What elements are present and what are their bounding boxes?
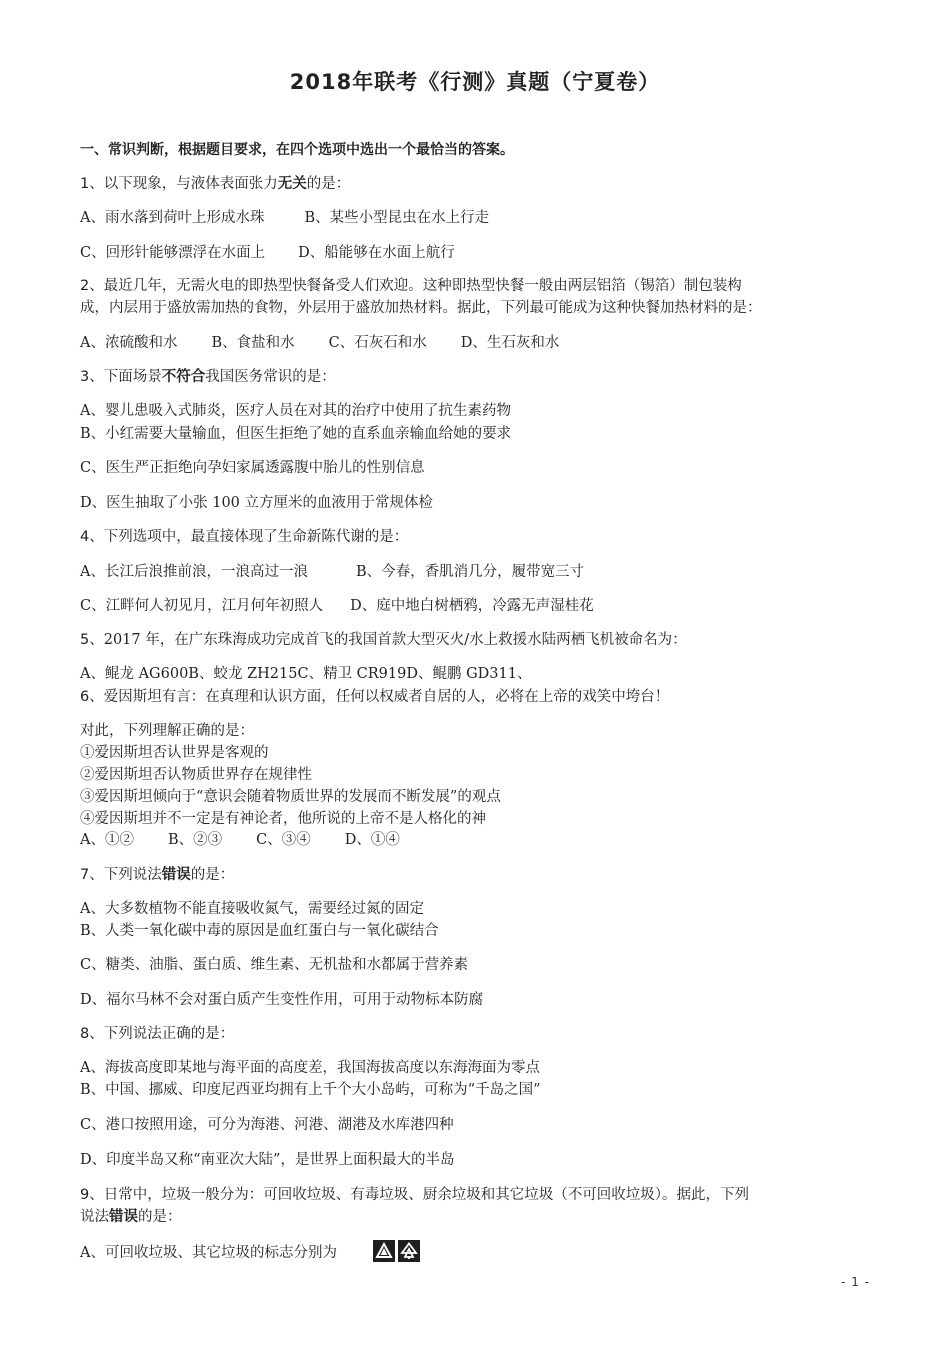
page-title: 2018年联考《行测》真题（宁夏卷） (289, 70, 661, 94)
question-text-cont: 对此，下列理解正确的是： (80, 723, 254, 739)
option-b: B、②③ (167, 832, 223, 848)
option-row (80, 243, 455, 263)
option-a: A、浓硫酸和水 (80, 335, 178, 351)
question-3 (80, 367, 336, 387)
page-number: - 1 - (841, 1275, 870, 1289)
question-emphasis: 无关 (277, 176, 307, 192)
option-a: A、①② (80, 832, 134, 848)
option-b: B、某些小型昆虫在水上行走 (304, 210, 490, 226)
option-b: B、中国、挪威、印度尼西亚均拥有上千个大小岛屿，可称为“千岛之国” (80, 1082, 541, 1098)
question-1 (80, 174, 350, 194)
question-number: 2 (80, 278, 90, 294)
question-number: 3 (80, 369, 90, 385)
option-row (80, 333, 559, 353)
statement-1: ①爱因斯坦否认世界是客观的 (80, 745, 269, 761)
option-b: B、食盐和水 (211, 335, 295, 351)
option-row (80, 208, 489, 228)
option-row (80, 562, 584, 582)
question-text: 、爱因斯坦有言：在真理和认识方面，任何以权威者自居的人，必将在上帝的戏笑中垮台！ (89, 689, 670, 705)
question-number: 5 (80, 632, 90, 648)
question-number: 6 (80, 689, 90, 705)
option-c: C、港口按照用途，可分为海港、河港、湖港及水库港四种 (80, 1117, 454, 1133)
question-text: 、下面场景 (89, 369, 162, 385)
question-emphasis: 不符合 (161, 369, 206, 385)
option-a: A、雨水落到荷叶上形成水珠 (80, 210, 265, 226)
question-8 (80, 1024, 234, 1044)
option-b: B、今春，香肌消几分，履带宽三寸 (355, 564, 585, 580)
option-c: C、③④ (256, 832, 311, 848)
question-text: 、下列说法 (89, 867, 162, 883)
option-c: C、糖类、油脂、蛋白质、维生素、无机盐和水都属于营养素 (80, 957, 469, 973)
question-text: 说法 (80, 1209, 109, 1225)
question-text: 、日常中，垃圾一般分为：可回收垃圾、有毒垃圾、厨余垃圾和其它垃圾（不可回收垃圾）。据此，下列 (89, 1187, 749, 1203)
options-inline: A、鲲龙 AG600B、蛟龙 ZH215C、精卫 CR919D、鲲鹏 GD311、 (80, 666, 532, 682)
option-row (80, 830, 400, 850)
option-b: B、小红需要大量输血，但医生拒绝了她的直系血亲输血给她的要求 (80, 426, 512, 442)
option-a: A、可回收垃圾、其它垃圾的标志分别为 (80, 1245, 337, 1261)
statement-3: ③爱因斯坦倾向于“意识会随着物质世界的发展而不断发展”的观点 (80, 789, 501, 805)
recycling-symbols (373, 1240, 420, 1262)
option-a: A、长江后浪推前浪，一浪高过一浪 (80, 564, 308, 580)
statement-2: ②爱因斯坦否认物质世界存在规律性 (80, 767, 312, 783)
option-d: D、①④ (344, 832, 400, 848)
recyclable-icon (373, 1240, 395, 1262)
option-c: C、医生严正拒绝向孕妇家属透露腹中胎儿的性别信息 (80, 460, 425, 476)
question-number: 8 (80, 1026, 90, 1042)
option-d: D、生石灰和水 (460, 335, 560, 351)
question-text: 的是： (138, 1209, 182, 1225)
question-text: 、下列选项中，最直接体现了生命新陈代谢的是： (89, 529, 409, 545)
section-heading: 一、常识判断，根据题目要求，在四个选项中选出一个最恰当的答案。 (80, 142, 514, 158)
option-d: D、福尔马林不会对蛋白质产生变性作用，可用于动物标本防腐 (80, 992, 484, 1008)
question-number: 4 (80, 529, 90, 545)
question-text-cont: 成，内层用于盛放需加热的食物，外层用于盛放加热材料。据此，下列最可能成为这种快餐加热材料的是： (80, 300, 762, 316)
question-number: 1 (80, 176, 90, 192)
question-number: 9 (80, 1187, 90, 1203)
option-d: D、庭中地白树栖鸦，冷露无声湿桂花 (350, 598, 594, 614)
question-6 (80, 687, 669, 707)
option-c: C、回形针能够漂浮在水面上 (80, 245, 266, 261)
question-text: 、最近几年，无需火电的即热型快餐备受人们欢迎。这种即热型快餐一般由两层铝箔（锡箔）制包装构 (89, 278, 742, 294)
question-text: 我国医务常识的是： (205, 369, 336, 385)
question-2 (80, 276, 742, 296)
option-c: C、石灰石和水 (328, 335, 427, 351)
other-waste-icon (398, 1240, 420, 1262)
question-text-cont (80, 1207, 182, 1227)
question-4 (80, 527, 408, 547)
question-emphasis: 错误 (161, 867, 191, 883)
question-7 (80, 865, 234, 885)
question-text: 的是： (306, 176, 351, 192)
question-5 (80, 630, 687, 650)
question-emphasis: 错误 (109, 1209, 138, 1225)
question-text: 、2017 年，在广东珠海成功完成首飞的我国首款大型灭火/水上救援水陆两栖飞机被命名为： (89, 632, 687, 648)
option-a: A、海拔高度即某地与海平面的高度差，我国海拔高度以东海海面为零点 (80, 1060, 540, 1076)
option-d: D、医生抽取了小张 100 立方厘米的血液用于常规体检 (80, 495, 434, 511)
question-text: 、以下现象，与液体表面张力 (89, 176, 278, 192)
statement-4: ④爱因斯坦并不一定是有神论者，他所说的上帝不是人格化的神 (80, 811, 486, 827)
question-9 (80, 1185, 749, 1205)
option-a: A、婴儿患吸入式肺炎，医疗人员在对其的治疗中使用了抗生素药物 (80, 403, 511, 419)
option-c: C、江畔何人初见月，江月何年初照人 (80, 598, 324, 614)
question-text: 、下列说法正确的是： (89, 1026, 235, 1042)
question-text: 的是： (190, 867, 235, 883)
question-number: 7 (80, 867, 90, 883)
option-d: D、印度半岛又称“南亚次大陆”，是世界上面积最大的半岛 (80, 1152, 455, 1168)
option-b: B、人类一氧化碳中毒的原因是血红蛋白与一氧化碳结合 (80, 923, 439, 939)
option-a: A、大多数植物不能直接吸收氮气，需要经过氮的固定 (80, 901, 424, 917)
option-d: D、船能够在水面上航行 (298, 245, 455, 261)
option-row (80, 596, 594, 616)
